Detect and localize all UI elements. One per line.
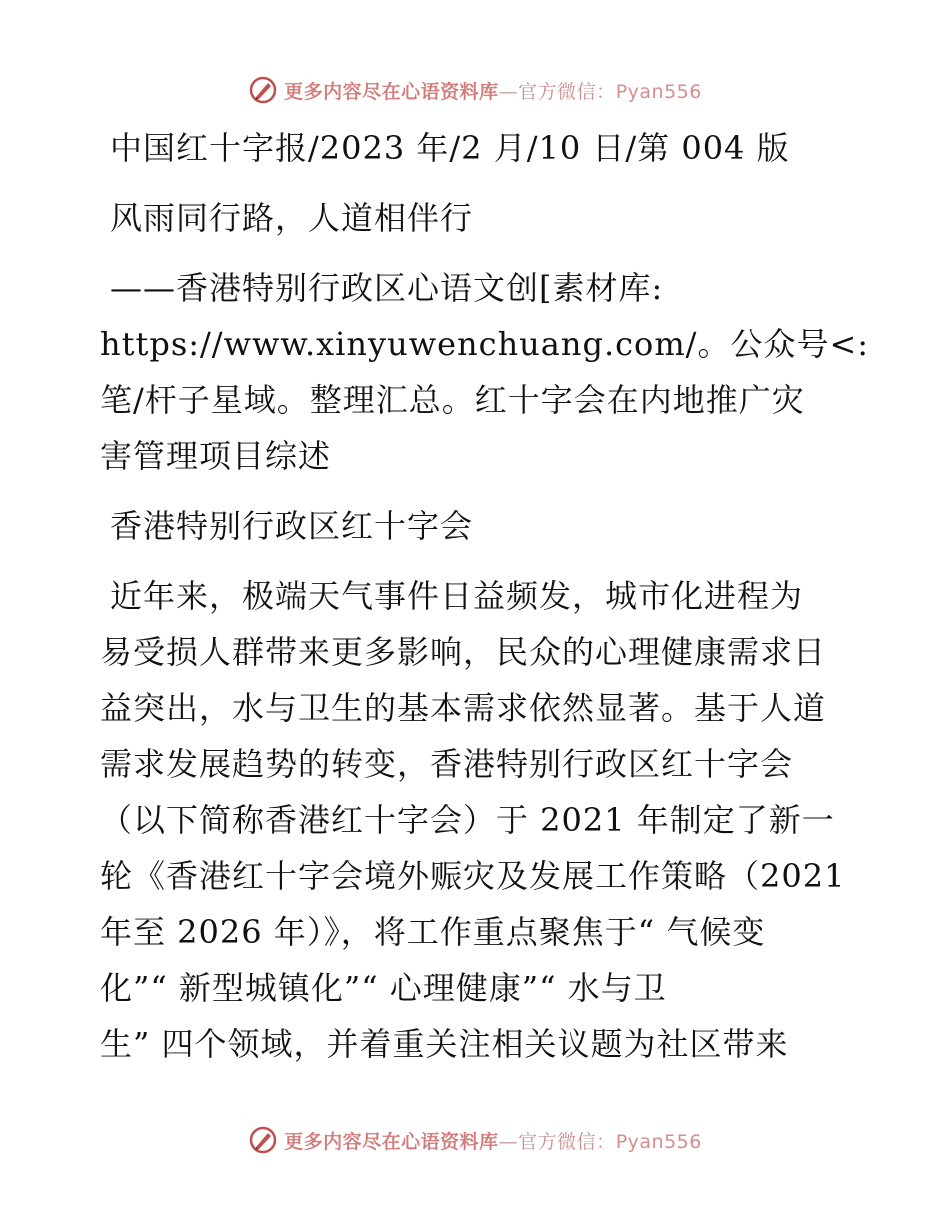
author-line: 香港特别行政区红十字会 — [110, 507, 474, 545]
body-line: 化”“ 新型城镇化”“ 心理健康”“ 水与卫 — [100, 969, 667, 1007]
watermark-separator: — — [498, 1130, 519, 1153]
watermark-separator: — — [498, 80, 519, 103]
document-body — [100, 120, 870, 1072]
watermark-site-text: 更多内容尽在心语资料库 — [284, 1130, 499, 1153]
body-line: 年至 2026 年）》，将工作重点聚焦于“ 气候变 — [100, 913, 766, 951]
body-line: 需求发展趋势的转变，香港特别行政区红十字会 — [100, 745, 794, 783]
watermark-text — [284, 1127, 702, 1154]
watermark-wechat-id: Pyan556 — [615, 80, 702, 103]
document-subtitle — [100, 260, 870, 484]
watermark-banner-top — [0, 70, 950, 110]
pen-logo-icon — [248, 75, 278, 105]
watermark-wechat-id: Pyan556 — [615, 1130, 702, 1153]
body-line: 轮《香港红十字会境外赈灾及发展工作策略（2021 — [100, 857, 846, 895]
watermark-banner-bottom — [0, 1120, 950, 1160]
document-title: 风雨同行路，人道相伴行 — [110, 199, 474, 237]
body-line: 近年来，极端天气事件日益频发，城市化进程为 — [110, 577, 804, 615]
subtitle-line: ——香港特别行政区心语文创[素材库: — [110, 269, 664, 307]
body-line: 易受损人群带来更多影响，民众的心理健康需求日 — [100, 633, 827, 671]
watermark-wechat-label: 官方微信： — [518, 80, 616, 103]
subtitle-line: 害管理项目综述 — [100, 437, 332, 475]
watermark-text — [284, 77, 702, 104]
body-line: 益突出，水与卫生的基本需求依然显著。基于人道 — [100, 689, 827, 727]
body-line: （以下简称香港红十字会）于 2021 年制定了新一 — [100, 801, 835, 839]
watermark-site-text: 更多内容尽在心语资料库 — [284, 80, 499, 103]
article-paragraph — [100, 568, 860, 1072]
header-line: 中国红十字报/2023 年/2 月/10 日/第 004 版 — [110, 129, 790, 167]
pen-logo-icon — [248, 1125, 278, 1155]
subtitle-line: https://www.xinyuwenchuang.com/。公众号<: — [100, 325, 870, 363]
body-line: 生” 四个领域，并着重关注相关议题为社区带来 — [100, 1025, 789, 1063]
subtitle-line: 笔/杆子星域。整理汇总。红十字会在内地推广灾 — [100, 381, 805, 419]
watermark-wechat-label: 官方微信： — [518, 1130, 616, 1153]
